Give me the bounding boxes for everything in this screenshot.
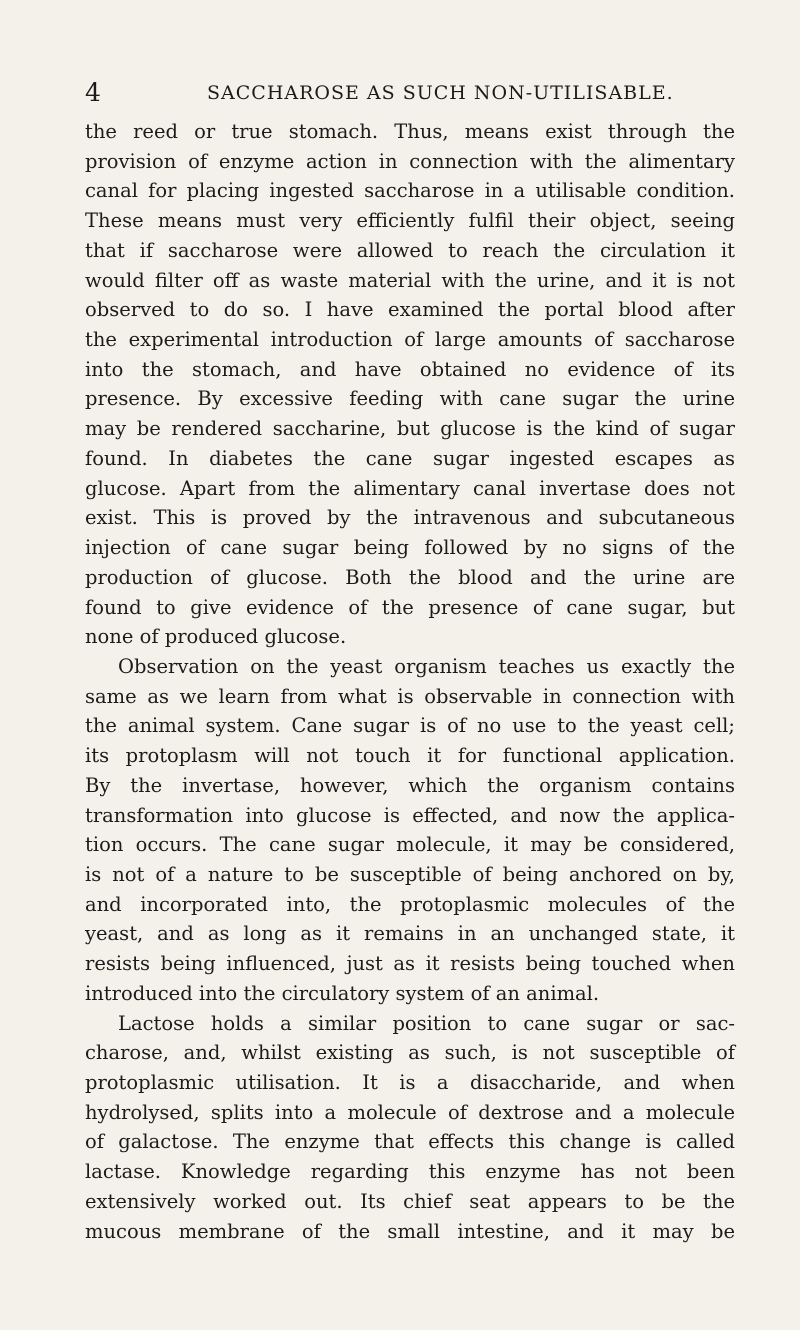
paragraph-first-line: Observation on the yeast organism teaches us exactly the <box>118 654 735 678</box>
text-line: exist. This is proved by the intravenous and subcutaneous <box>85 506 735 530</box>
text-line: charose, and, whilst existing as such, is not susceptible of <box>85 1041 735 1065</box>
text-line: provision of enzyme action in connection with the alimentary <box>85 149 735 173</box>
text-line: injection of cane sugar being followed by no signs of the <box>85 536 735 560</box>
text-line: may be rendered saccharine, but glucose is the kind of sugar <box>85 417 735 441</box>
text-line: By the invertase, however, which the organism contains <box>85 773 735 797</box>
text-line: production of glucose. Both the blood and the urine are <box>85 565 735 589</box>
text-line: found. In diabetes the cane sugar ingested escapes as <box>85 446 735 470</box>
text-line: that if saccharose were allowed to reach the circulation it <box>85 238 735 262</box>
text-line: resists being influenced, just as it resists being touched when <box>85 952 735 976</box>
text-line: the experimental introduction of large amounts of saccharose <box>85 328 735 352</box>
text-line: its protoplasm will not touch it for functional application. <box>85 744 735 768</box>
text-line: would filter off as waste material with the urine, and it is not <box>85 268 735 292</box>
text-line: protoplasmic utilisation. It is a disaccharide, and when <box>85 1071 735 1094</box>
text-line: observed to do so. I have examined the portal blood after <box>85 298 735 322</box>
text-line: introduced into the circulatory system of an animal. <box>85 981 600 1005</box>
text-line: yeast, and as long as it remains in an unchanged state, it <box>85 922 735 946</box>
text-line: and incorporated into, the protoplasmic molecules of the <box>85 892 735 916</box>
text-line: mucous membrane of the small intestine, and it may be <box>85 1219 735 1243</box>
text-line: same as we learn from what is observable in connection with <box>85 684 735 708</box>
text-line: glucose. Apart from the alimentary canal invertase does not <box>85 476 735 500</box>
body-text <box>85 117 735 1246</box>
text-line: presence. By excessive feeding with cane sugar the urine <box>85 387 735 411</box>
text-line: These means must very efficiently fulfil their object, seeing <box>85 209 735 233</box>
text-line: canal for placing ingested saccharose in a utilisable condition. <box>85 179 735 203</box>
text-line: the reed or true stomach. Thus, means exist through the <box>85 120 735 143</box>
text-line: tion occurs. The cane sugar molecule, it may be considered, <box>85 833 735 857</box>
text-line: of galactose. The enzyme that effects this change is called <box>85 1130 735 1154</box>
text-line: is not of a nature to be susceptible of being anchored on by, <box>85 862 735 886</box>
running-head-title: SACCHAROSE AS SUCH NON-UTILISABLE. <box>207 82 674 104</box>
paragraph-first-line: Lactose holds a similar position to cane sugar or sac- <box>118 1011 735 1035</box>
text-line: found to give evidence of the presence of cane sugar, but <box>85 595 735 619</box>
text-line: transformation into glucose is effected, and now the applica- <box>85 803 735 827</box>
page-number: 4 <box>85 78 101 107</box>
text-line: into the stomach, and have obtained no evidence of its <box>85 357 735 381</box>
text-line: hydrolysed, splits into a molecule of dextrose and a molecule <box>85 1100 735 1124</box>
text-line: none of produced glucose. <box>85 625 347 649</box>
text-line: the animal system. Cane sugar is of no use to the yeast cell; <box>85 714 735 738</box>
text-line: extensively worked out. Its chief seat appears to be the <box>85 1189 735 1213</box>
text-line: lactase. Knowledge regarding this enzyme has not been <box>85 1160 735 1184</box>
running-head <box>85 78 715 108</box>
